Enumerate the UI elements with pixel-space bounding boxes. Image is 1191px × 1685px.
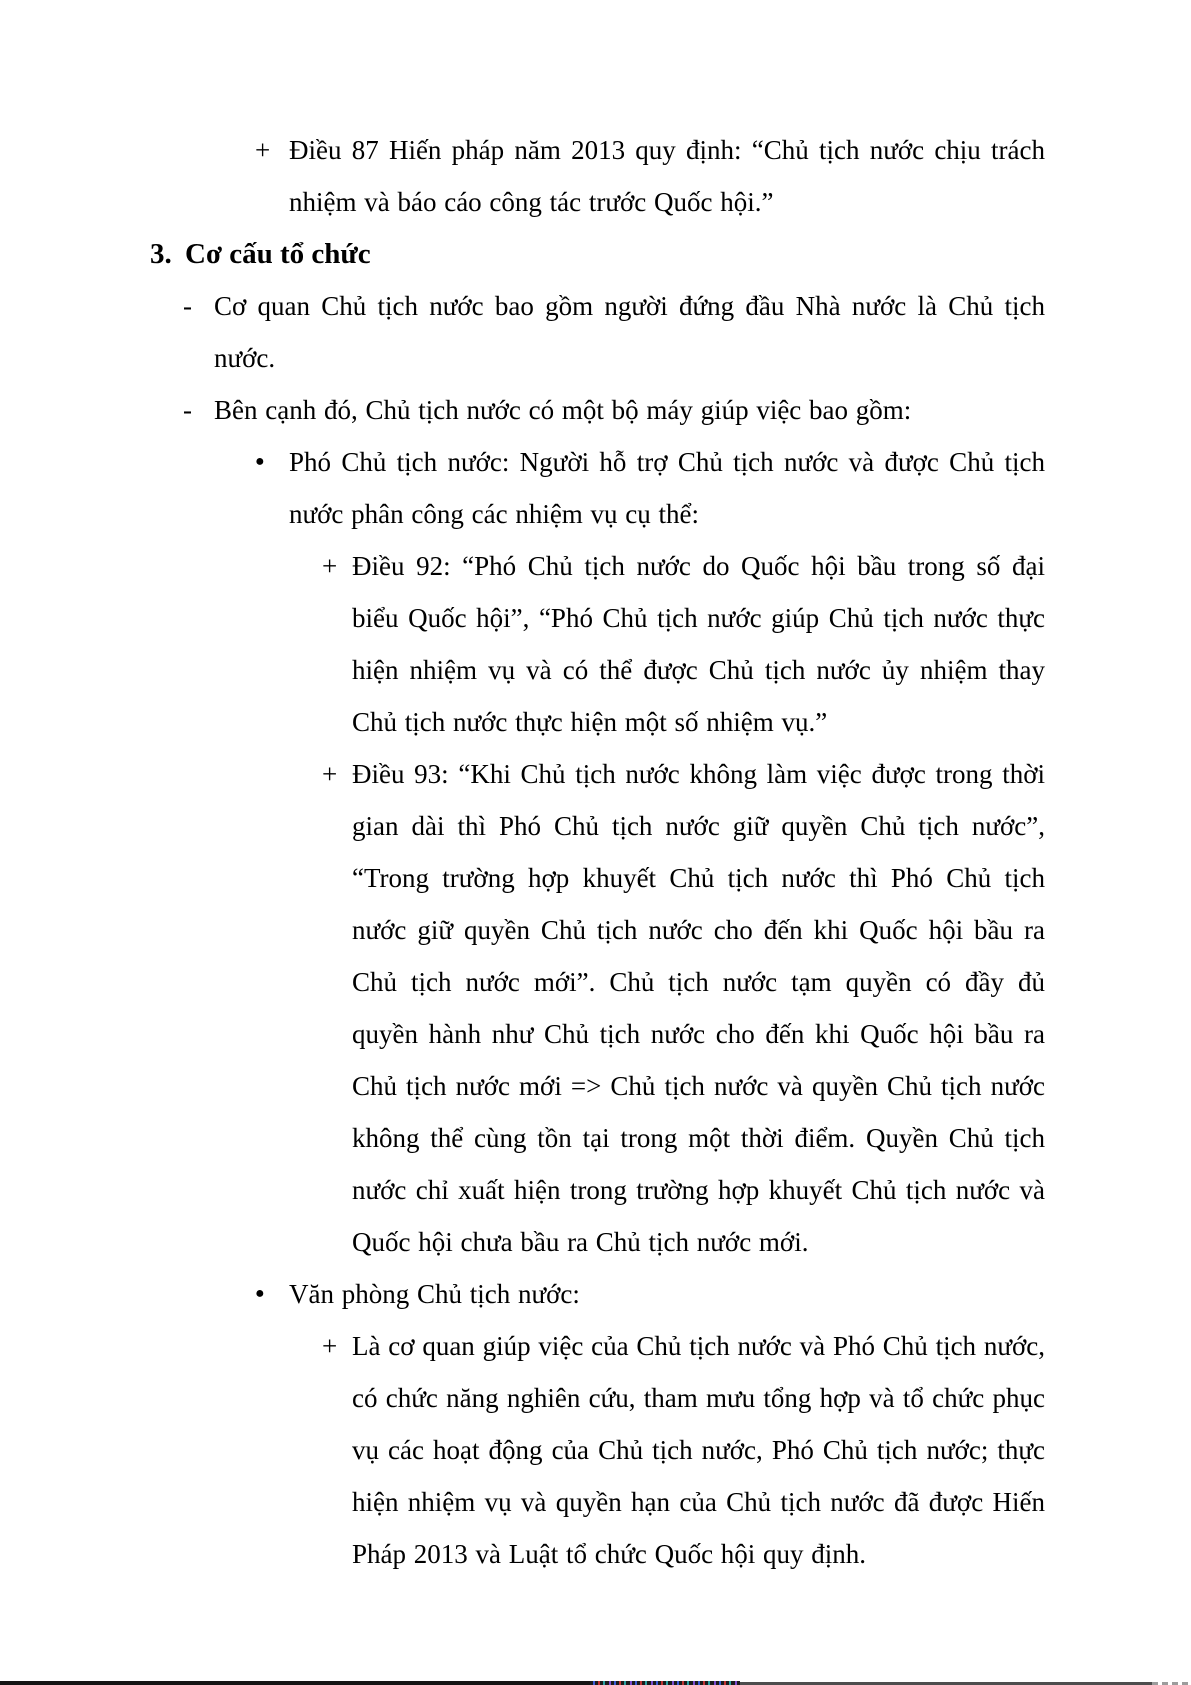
taskbar-sliver-dark-segment [0, 1681, 590, 1685]
dash-icon: - [183, 291, 192, 321]
list-item-text: Điều 92: “Phó Chủ tịch nước do Quốc hội bầu trong số đại biểu Quốc hội”, “Phó Chủ tịch nước giúp Chủ tịch nước thực hiện nhiệm vụ và có thể được Chủ tịch nước ủy nhiệm thay Chủ tịch nước thực hiện một số nhiệm vụ.” [352, 551, 1045, 737]
screen-edge-taskbar-sliver [0, 1680, 1191, 1685]
document-body [0, 124, 1191, 1580]
section-number: 3. [150, 238, 172, 270]
taskbar-sliver-speckled-segment [590, 1681, 740, 1685]
list-item [0, 1268, 1191, 1320]
list-item-text: Phó Chủ tịch nước: Người hỗ trợ Chủ tịch nước và được Chủ tịch nước phân công các nhiệm vụ cụ thể: [289, 447, 1045, 529]
plus-icon: + [255, 135, 271, 165]
list-item [0, 124, 1191, 228]
bullet-icon: ● [255, 453, 265, 470]
bullet-icon: ● [255, 1285, 265, 1302]
list-item [0, 280, 1191, 384]
list-item-text: Văn phòng Chủ tịch nước: [289, 1279, 580, 1309]
dash-icon: - [183, 395, 192, 425]
list-item-text: Là cơ quan giúp việc của Chủ tịch nước và Phó Chủ tịch nước, có chức năng nghiên cứu, tham mưu tổng hợp và tổ chức phục vụ các hoạt động của Chủ tịch nước, Phó Chủ tịch nước; thực hiện nhiệm vụ và quyền hạn của Chủ tịch nước đã được Hiến Pháp 2013 và Luật tổ chức Quốc hội quy định. [352, 1331, 1045, 1569]
list-item [0, 1320, 1191, 1580]
list-item-text: Cơ quan Chủ tịch nước bao gồm người đứng đầu Nhà nước là Chủ tịch nước. [214, 291, 1045, 373]
list-item [0, 540, 1191, 748]
list-item [0, 748, 1191, 1268]
list-item-text: Bên cạnh đó, Chủ tịch nước có một bộ máy giúp việc bao gồm: [214, 395, 912, 425]
list-item [0, 436, 1191, 540]
list-item-text: Điều 87 Hiến pháp năm 2013 quy định: “Chủ tịch nước chịu trách nhiệm và báo cáo công tác trước Quốc hội.” [289, 135, 1045, 217]
section-heading [0, 228, 1191, 280]
list-item [0, 384, 1191, 436]
list-item-text: Điều 93: “Khi Chủ tịch nước không làm việc được trong thời gian dài thì Phó Chủ tịch nước giữ quyền Chủ tịch nước”, “Trong trường hợp khuyết Chủ tịch nước thì Phó Chủ tịch nước giữ quyền Chủ tịch nước cho đến khi Quốc hội bầu ra Chủ tịch nước mới”. Chủ tịch nước tạm quyền có đầy đủ quyền hành như Chủ tịch nước cho đến khi Quốc hội bầu ra Chủ tịch nước mới => Chủ tịch nước và quyền Chủ tịch nước không thể cùng tồn tại trong một thời điểm. Quyền Chủ tịch nước chỉ xuất hiện trong trường hợp khuyết Chủ tịch nước và Quốc hội chưa bầu ra Chủ tịch nước mới. [352, 759, 1045, 1257]
plus-icon: + [322, 551, 338, 581]
plus-icon: + [322, 759, 338, 789]
plus-icon: + [322, 1331, 338, 1361]
section-title: Cơ cấu tổ chức [185, 238, 371, 270]
